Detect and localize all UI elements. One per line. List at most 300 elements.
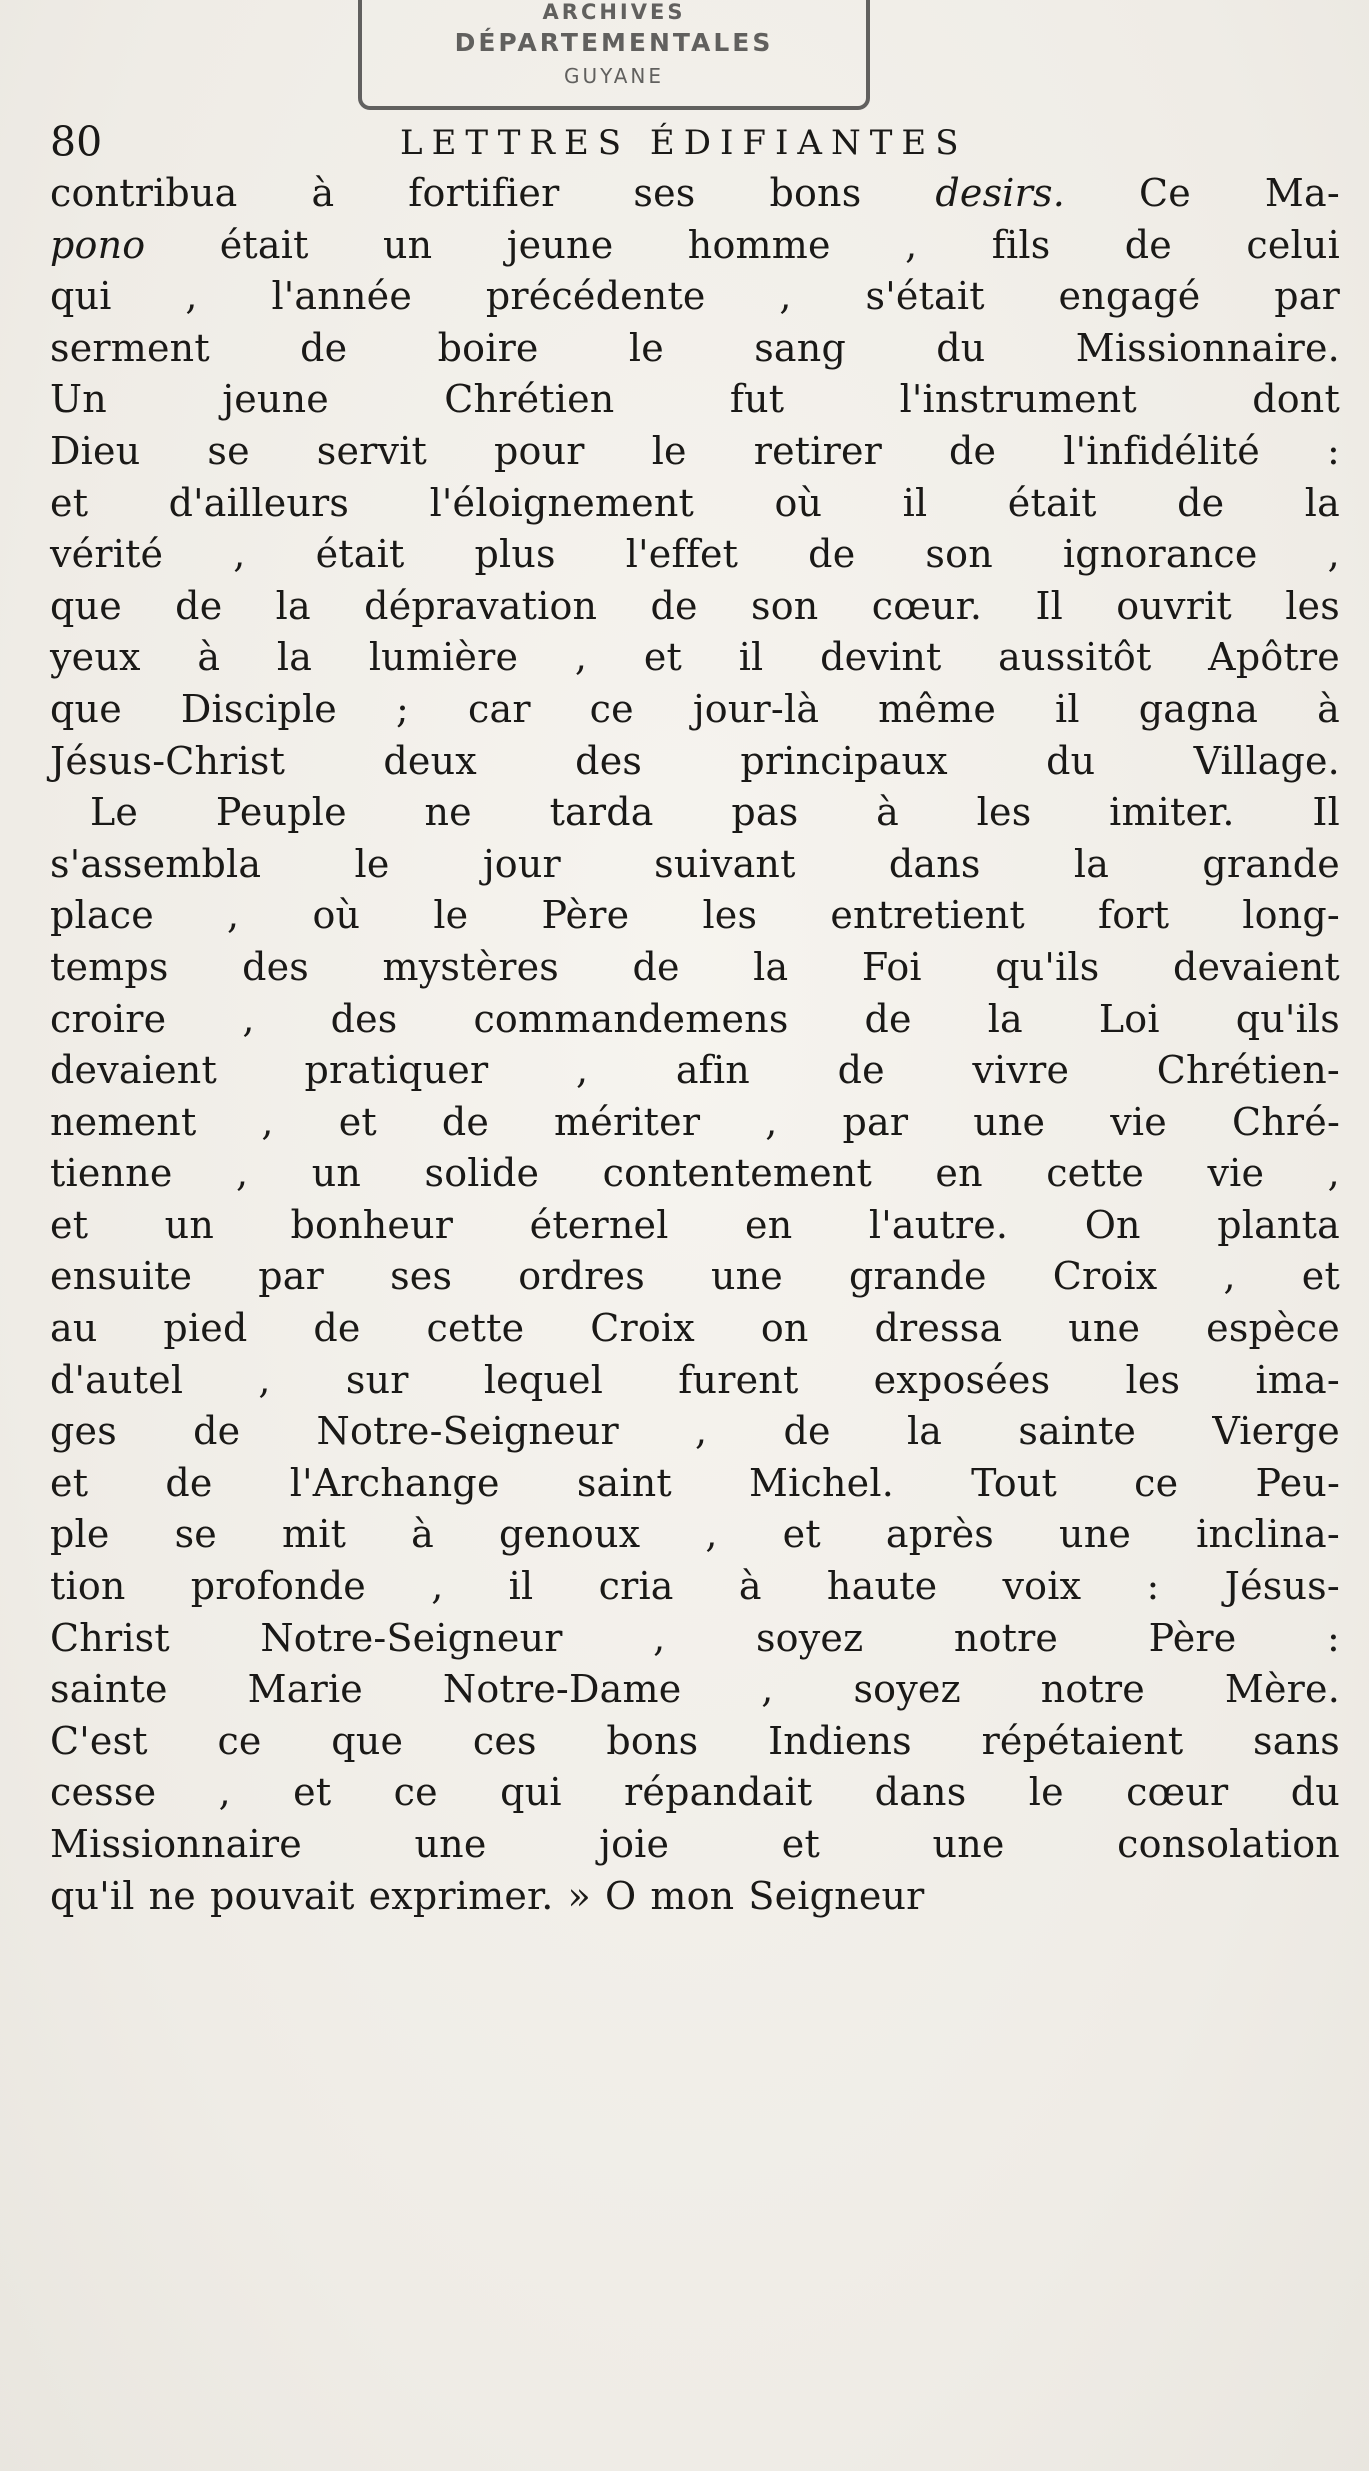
word: Seigneur bbox=[748, 1873, 925, 1918]
text-line bbox=[50, 1767, 1340, 1819]
word: cette bbox=[1046, 1151, 1145, 1196]
word: vie bbox=[1110, 1099, 1167, 1144]
word: que bbox=[50, 686, 122, 731]
word: retirer bbox=[753, 428, 883, 473]
word: les bbox=[976, 790, 1032, 835]
word: la bbox=[987, 996, 1023, 1041]
stamp-line-3: GUYANE bbox=[563, 64, 665, 88]
word: jour-là bbox=[692, 686, 820, 731]
word: et bbox=[50, 480, 89, 525]
word: Tout bbox=[971, 1460, 1057, 1505]
word: des bbox=[242, 944, 310, 989]
word: Michel. bbox=[749, 1460, 894, 1505]
word: dressa bbox=[874, 1306, 1003, 1351]
word: où bbox=[774, 480, 823, 525]
word: qui bbox=[500, 1770, 562, 1815]
word: l'Archange bbox=[289, 1460, 500, 1505]
word: les bbox=[1125, 1357, 1181, 1402]
word: Peu- bbox=[1255, 1460, 1340, 1505]
word: , bbox=[765, 1099, 778, 1144]
word: Missionnaire bbox=[50, 1822, 302, 1866]
word: par bbox=[842, 1099, 909, 1144]
word: qui bbox=[50, 274, 112, 319]
word: d'ailleurs bbox=[168, 480, 350, 525]
word: une bbox=[1068, 1306, 1141, 1351]
word: et bbox=[50, 1460, 89, 1505]
word: planta bbox=[1217, 1202, 1340, 1247]
word: , bbox=[761, 1667, 774, 1712]
word: de bbox=[949, 428, 997, 473]
archive-stamp bbox=[358, 0, 870, 110]
text-line bbox=[50, 684, 1340, 736]
word: et bbox=[781, 1822, 820, 1866]
word: il bbox=[738, 635, 764, 680]
word: celui bbox=[1246, 222, 1340, 267]
word: de bbox=[1177, 480, 1225, 525]
word: à bbox=[738, 1564, 762, 1609]
word: il bbox=[1055, 686, 1080, 731]
word: Mère. bbox=[1224, 1667, 1340, 1712]
word: des bbox=[330, 996, 398, 1041]
word: lumière bbox=[368, 635, 519, 680]
word: l'éloignement bbox=[429, 480, 694, 525]
word: ses bbox=[390, 1254, 453, 1299]
word: le bbox=[628, 325, 664, 370]
word: mystères bbox=[382, 944, 559, 989]
word: notre bbox=[953, 1615, 1059, 1660]
word: , bbox=[905, 222, 918, 267]
word: et bbox=[293, 1770, 332, 1815]
word: cœur. bbox=[871, 583, 983, 628]
word: pouvait bbox=[209, 1873, 355, 1918]
word: fils bbox=[991, 222, 1051, 267]
word: ges bbox=[50, 1409, 117, 1454]
word: répétaient bbox=[981, 1718, 1184, 1763]
word: contribua bbox=[50, 171, 238, 215]
word: , bbox=[242, 996, 255, 1041]
word: la bbox=[753, 944, 789, 989]
word: » bbox=[567, 1873, 591, 1918]
text-line bbox=[50, 1613, 1340, 1665]
word: fut bbox=[729, 377, 785, 422]
word: lequel bbox=[483, 1357, 604, 1402]
text-line bbox=[50, 942, 1340, 994]
word: on bbox=[760, 1306, 809, 1351]
word: en bbox=[935, 1151, 983, 1196]
word: mon bbox=[650, 1873, 735, 1918]
word: son bbox=[925, 532, 993, 577]
text-line bbox=[50, 787, 1340, 839]
text-line bbox=[50, 323, 1340, 375]
text-line bbox=[50, 890, 1340, 942]
word: pas bbox=[731, 790, 799, 835]
word: , bbox=[653, 1615, 666, 1660]
word: qu'ils bbox=[1235, 996, 1340, 1041]
word: Il bbox=[1035, 583, 1064, 628]
word: , bbox=[575, 1048, 589, 1093]
text-line bbox=[50, 632, 1340, 684]
word: le bbox=[1028, 1770, 1064, 1815]
word: , bbox=[431, 1564, 444, 1609]
word: se bbox=[174, 1512, 217, 1557]
word: grande bbox=[1202, 841, 1340, 886]
text-line bbox=[50, 1716, 1340, 1768]
word: jour bbox=[482, 841, 561, 886]
word: mit bbox=[282, 1512, 347, 1557]
word: long- bbox=[1242, 893, 1340, 938]
word: que bbox=[50, 583, 122, 628]
word: saint bbox=[576, 1460, 672, 1505]
word: : bbox=[1326, 1615, 1340, 1660]
text-line bbox=[50, 1819, 1340, 1871]
word: sainte bbox=[50, 1667, 168, 1712]
word: cria bbox=[598, 1564, 674, 1609]
word: boire bbox=[437, 325, 539, 370]
word: inclina- bbox=[1196, 1512, 1340, 1557]
word: tion bbox=[50, 1564, 126, 1609]
word: Indiens bbox=[768, 1718, 912, 1763]
word: O bbox=[604, 1873, 637, 1918]
word: l'effet bbox=[625, 532, 739, 577]
word: de bbox=[165, 1460, 213, 1505]
word: , bbox=[233, 532, 246, 577]
word: Notre-Seigneur bbox=[316, 1409, 619, 1454]
word: serment bbox=[50, 325, 210, 370]
text-line bbox=[50, 1303, 1340, 1355]
word: Village. bbox=[1193, 738, 1340, 783]
word: un bbox=[164, 1202, 214, 1247]
word: sur bbox=[345, 1357, 409, 1402]
word: cette bbox=[426, 1306, 525, 1351]
word: l'instrument bbox=[899, 377, 1137, 422]
word: une bbox=[710, 1254, 783, 1299]
word: Jésus-Christ bbox=[50, 738, 286, 783]
word: dans bbox=[874, 1770, 967, 1815]
word: , bbox=[218, 1770, 231, 1815]
word: fortifier bbox=[408, 171, 560, 215]
word: une bbox=[414, 1822, 487, 1866]
word: la bbox=[276, 635, 313, 680]
word: ce bbox=[393, 1770, 438, 1815]
word: la bbox=[1073, 841, 1110, 886]
word: ne bbox=[148, 1873, 196, 1918]
word: , bbox=[258, 1357, 271, 1402]
text-line bbox=[50, 1200, 1340, 1252]
word: desirs. bbox=[935, 171, 1066, 215]
word: nement bbox=[50, 1099, 197, 1144]
word: bons bbox=[769, 171, 862, 215]
word: ce bbox=[1134, 1460, 1179, 1505]
word: était bbox=[219, 222, 309, 267]
word: Chré- bbox=[1231, 1099, 1340, 1144]
word: un bbox=[311, 1151, 362, 1196]
word: d'autel bbox=[50, 1357, 184, 1402]
word: vie bbox=[1207, 1151, 1265, 1196]
word: où bbox=[312, 893, 361, 938]
text-line bbox=[50, 1664, 1340, 1716]
word: de bbox=[783, 1409, 831, 1454]
word: était bbox=[1007, 480, 1097, 525]
text-line bbox=[50, 426, 1340, 478]
word: fort bbox=[1097, 893, 1170, 938]
word: soyez bbox=[755, 1615, 864, 1660]
text-line bbox=[50, 478, 1340, 530]
word: Croix bbox=[590, 1306, 695, 1351]
word: , bbox=[779, 274, 792, 319]
word: devaient bbox=[1172, 944, 1340, 989]
word: Notre-Seigneur bbox=[260, 1615, 563, 1660]
word: joie bbox=[599, 1822, 670, 1866]
word: jeune bbox=[222, 377, 329, 422]
word: se bbox=[207, 428, 250, 473]
word: Dieu bbox=[50, 428, 141, 473]
word: aussitôt bbox=[998, 635, 1152, 680]
word: servit bbox=[316, 428, 428, 473]
word: deux bbox=[383, 738, 477, 783]
word: une bbox=[973, 1099, 1046, 1144]
word: Notre-Dame bbox=[442, 1667, 682, 1712]
word: pour bbox=[494, 428, 585, 473]
word: même bbox=[878, 686, 997, 731]
word: pied bbox=[163, 1306, 248, 1351]
word: temps bbox=[50, 944, 169, 989]
word: C'est bbox=[50, 1718, 148, 1763]
word: afin bbox=[675, 1048, 750, 1093]
text-line bbox=[50, 1509, 1340, 1561]
word: Peuple bbox=[215, 790, 347, 835]
text-line bbox=[50, 1458, 1340, 1510]
word: Ma- bbox=[1264, 171, 1340, 215]
word: précédente bbox=[485, 274, 706, 319]
word: , bbox=[227, 893, 240, 938]
text-line bbox=[50, 1251, 1340, 1303]
word: il bbox=[508, 1564, 534, 1609]
word: de bbox=[175, 583, 223, 628]
word: ordres bbox=[518, 1254, 645, 1299]
word: homme bbox=[687, 222, 831, 267]
word: ses bbox=[633, 171, 696, 215]
word: Père bbox=[1148, 1615, 1237, 1660]
word: dépravation bbox=[364, 583, 598, 628]
word: des bbox=[575, 738, 643, 783]
word: car bbox=[467, 686, 531, 731]
word: Foi bbox=[861, 944, 922, 989]
word: après bbox=[885, 1512, 994, 1557]
word: le bbox=[354, 841, 390, 886]
text-line bbox=[50, 1561, 1340, 1613]
word: exposées bbox=[873, 1357, 1051, 1402]
word: son bbox=[751, 583, 819, 628]
word: et bbox=[782, 1512, 821, 1557]
word: l'infidélité bbox=[1063, 428, 1260, 473]
body-text bbox=[50, 168, 1340, 1922]
word: cesse bbox=[50, 1770, 157, 1815]
word: Un bbox=[50, 377, 107, 422]
word: contentement bbox=[602, 1151, 872, 1196]
word: de bbox=[1124, 222, 1172, 267]
word: et bbox=[338, 1099, 377, 1144]
word: grande bbox=[849, 1254, 987, 1299]
word: Il bbox=[1312, 790, 1340, 835]
word: du bbox=[936, 325, 986, 370]
word: plus bbox=[474, 532, 556, 577]
stamp-line-1: ARCHIVES bbox=[542, 0, 686, 24]
word: ima- bbox=[1255, 1357, 1340, 1402]
word: genoux bbox=[499, 1512, 641, 1557]
word: , bbox=[1327, 1151, 1340, 1196]
word: la bbox=[906, 1409, 943, 1454]
word: Chrétien bbox=[444, 377, 615, 422]
word: et bbox=[1301, 1254, 1340, 1299]
word: principaux bbox=[740, 738, 948, 783]
word: par bbox=[1274, 274, 1340, 319]
word: bonheur bbox=[290, 1202, 454, 1247]
text-line bbox=[50, 1355, 1340, 1407]
word: s'était bbox=[865, 274, 985, 319]
word: tarda bbox=[549, 790, 654, 835]
word: ces bbox=[472, 1718, 537, 1763]
text-line bbox=[50, 529, 1340, 581]
word: soyez bbox=[853, 1667, 961, 1712]
word: s'assembla bbox=[50, 841, 262, 886]
word: de bbox=[632, 944, 680, 989]
word: Vierge bbox=[1212, 1409, 1340, 1454]
word: la bbox=[1304, 480, 1340, 525]
word: sang bbox=[754, 325, 846, 370]
page-number: 80 bbox=[50, 118, 103, 166]
word: de bbox=[808, 532, 856, 577]
text-line bbox=[50, 1406, 1340, 1458]
word: les bbox=[702, 893, 758, 938]
word: du bbox=[1290, 1770, 1340, 1815]
word: le bbox=[433, 893, 469, 938]
running-title: LETTRES ÉDIFIANTES bbox=[400, 123, 968, 163]
word: à bbox=[411, 1512, 434, 1557]
word: : bbox=[1146, 1564, 1160, 1609]
word: de bbox=[300, 325, 348, 370]
word: Ce bbox=[1138, 171, 1191, 215]
text-line bbox=[50, 220, 1340, 272]
word: de bbox=[441, 1099, 490, 1144]
word: l'autre. bbox=[868, 1202, 1009, 1247]
word: , bbox=[261, 1099, 274, 1144]
word: Le bbox=[90, 790, 139, 835]
word: ce bbox=[217, 1718, 262, 1763]
word: engagé bbox=[1058, 274, 1201, 319]
word: ; bbox=[395, 686, 409, 731]
word: tienne bbox=[50, 1151, 173, 1196]
word: commandemens bbox=[473, 996, 789, 1041]
word: Marie bbox=[247, 1667, 363, 1712]
word: cœur bbox=[1126, 1770, 1229, 1815]
word: solide bbox=[424, 1151, 540, 1196]
word: du bbox=[1046, 738, 1096, 783]
word: de bbox=[837, 1048, 885, 1093]
word: sans bbox=[1253, 1718, 1340, 1763]
word: notre bbox=[1040, 1667, 1145, 1712]
word: exprimer. bbox=[368, 1873, 554, 1918]
word: ne bbox=[424, 790, 472, 835]
word: que bbox=[331, 1718, 404, 1763]
word: et bbox=[643, 635, 682, 680]
text-line bbox=[50, 1148, 1340, 1200]
word: , bbox=[574, 635, 588, 680]
text-line bbox=[50, 271, 1340, 323]
word: entretient bbox=[830, 893, 1025, 938]
word: Jésus- bbox=[1224, 1564, 1340, 1609]
text-line bbox=[50, 736, 1340, 788]
word: à bbox=[197, 635, 221, 680]
word: par bbox=[258, 1254, 325, 1299]
word: pratiquer bbox=[304, 1048, 489, 1093]
word: qu'ils bbox=[995, 944, 1100, 989]
word: mériter bbox=[554, 1099, 701, 1144]
word: voix bbox=[1002, 1564, 1082, 1609]
word: suivant bbox=[654, 841, 796, 886]
text-line bbox=[50, 1045, 1340, 1097]
stamp-line-2: DÉPARTEMENTALES bbox=[454, 28, 774, 57]
word: il bbox=[902, 480, 928, 525]
word: et bbox=[50, 1202, 89, 1247]
word: une bbox=[1059, 1512, 1132, 1557]
word: ensuite bbox=[50, 1254, 193, 1299]
word: devaient bbox=[50, 1048, 217, 1093]
text-line bbox=[50, 839, 1340, 891]
word: bons bbox=[606, 1718, 699, 1763]
word: profonde bbox=[190, 1564, 366, 1609]
word: place bbox=[50, 893, 154, 938]
word: au bbox=[50, 1306, 98, 1351]
word: le bbox=[651, 428, 687, 473]
word: jeune bbox=[506, 222, 614, 267]
word: vérité bbox=[50, 532, 164, 577]
word: un bbox=[382, 222, 433, 267]
word: Croix bbox=[1052, 1254, 1158, 1299]
word: à bbox=[876, 790, 899, 835]
word: haute bbox=[826, 1564, 938, 1609]
word: espèce bbox=[1206, 1306, 1340, 1351]
word: sainte bbox=[1018, 1409, 1137, 1454]
word: furent bbox=[678, 1357, 799, 1402]
text-line bbox=[50, 1097, 1340, 1149]
text-line bbox=[50, 168, 1340, 220]
word: Missionnaire. bbox=[1075, 325, 1340, 370]
word: , bbox=[1327, 532, 1340, 577]
word: Apôtre bbox=[1208, 635, 1340, 680]
word: , bbox=[695, 1409, 708, 1454]
word: répandait bbox=[624, 1770, 813, 1815]
word: de bbox=[193, 1409, 241, 1454]
word: , bbox=[236, 1151, 249, 1196]
word: devint bbox=[820, 635, 942, 680]
word: , bbox=[1223, 1254, 1236, 1299]
word: Disciple bbox=[180, 686, 337, 731]
word: , bbox=[705, 1512, 718, 1557]
word: On bbox=[1084, 1202, 1141, 1247]
word: Christ bbox=[50, 1615, 170, 1660]
word: à bbox=[311, 171, 335, 215]
text-line bbox=[50, 374, 1340, 426]
word: pono bbox=[50, 222, 146, 267]
word: ple bbox=[50, 1512, 110, 1557]
word: , bbox=[185, 274, 198, 319]
word: ignorance bbox=[1062, 532, 1258, 577]
word: vivre bbox=[972, 1048, 1070, 1093]
word: dont bbox=[1252, 377, 1340, 422]
word: yeux bbox=[50, 635, 141, 680]
word: Père bbox=[541, 893, 630, 938]
word: éternel bbox=[529, 1202, 669, 1247]
